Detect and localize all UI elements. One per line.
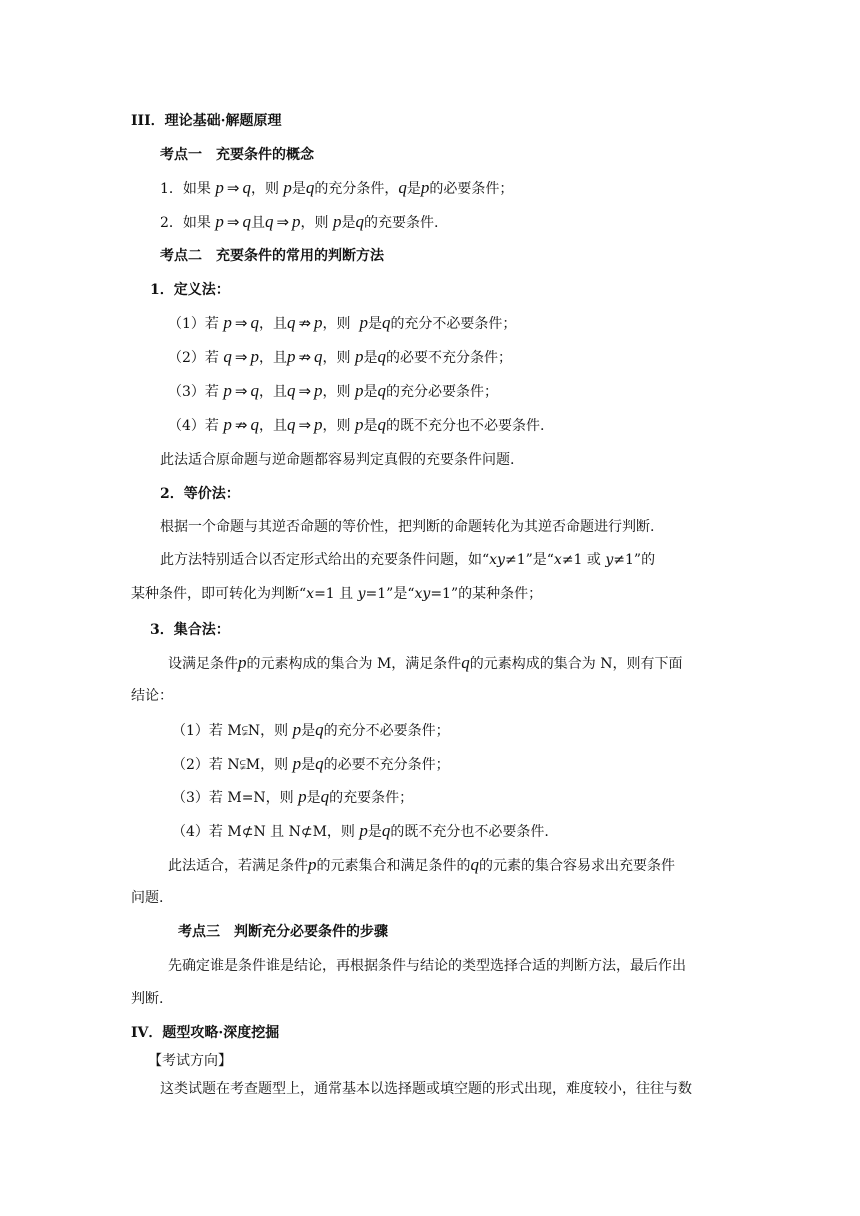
implies-symbol: ⇒ — [234, 348, 248, 366]
method-1-title: 1．定义法： — [150, 282, 230, 298]
m2-para-3 — [131, 584, 542, 604]
section-title-4: IV．题型攻略·深度挖掘 — [131, 1025, 280, 1041]
m1-case-2 — [168, 347, 512, 368]
var: q — [381, 313, 391, 332]
subset-symbol: ⫋ — [241, 723, 248, 739]
text: 的必要不充分条件； — [385, 350, 512, 366]
text: 的充分必要条件； — [385, 384, 498, 400]
var: q — [320, 787, 330, 806]
text: M，则 — [312, 824, 355, 840]
var: p — [314, 313, 323, 332]
not-implies-symbol: ⇏ — [234, 416, 248, 434]
var: p — [238, 653, 247, 672]
var-q: q — [242, 178, 251, 197]
text: 此方法特别适合以否定形式给出的充要条件问题，如“ — [160, 552, 490, 568]
var: q — [377, 381, 386, 400]
m2-para-2 — [160, 550, 655, 570]
text: ≠1”的 — [613, 552, 656, 568]
var: y — [605, 552, 614, 568]
m1-case-3 — [168, 381, 498, 402]
var: y — [357, 586, 366, 602]
m3-case-2 — [172, 754, 450, 775]
var: p — [292, 754, 302, 773]
implies-symbol: ⇒ — [298, 382, 312, 400]
text: （2）若 N — [172, 757, 240, 773]
implies-symbol: ⇒ — [234, 382, 248, 400]
var: q — [314, 347, 323, 366]
text: ，则 — [322, 384, 351, 400]
var: p — [354, 381, 364, 400]
var: p — [223, 415, 232, 434]
m3-note-1 — [168, 855, 675, 876]
var: q — [315, 720, 324, 739]
text: （3）若 — [168, 384, 219, 400]
implies-symbol: ⇒ — [276, 213, 290, 231]
text: 此法适合，若满足条件 — [168, 858, 308, 874]
var: p — [359, 821, 368, 840]
m2-para-1: 根据一个命题与其逆否命题的等价性，把判断的命题转化为其逆否命题进行判断. — [160, 519, 655, 535]
k1-line-1 — [160, 178, 513, 199]
var-p: p — [420, 178, 430, 197]
text: ，则 — [322, 350, 351, 366]
var: q — [461, 653, 470, 672]
var: xy — [414, 586, 431, 602]
text: 某种条件，即可转化为判断“ — [131, 586, 307, 602]
implies-symbol: ⇒ — [226, 179, 240, 197]
kaodian-1-heading: 考点一 充要条件的概念 — [160, 147, 314, 163]
text: 是 — [367, 316, 382, 332]
text: 1．如果 — [160, 181, 211, 197]
text: =1 且 — [314, 586, 358, 602]
text: 是 — [363, 418, 378, 434]
var-p: p — [332, 212, 342, 231]
method-3-title: 3．集合法： — [150, 622, 230, 638]
var: q — [223, 347, 232, 366]
implies-symbol: ⇒ — [234, 314, 248, 332]
m1-case-4 — [168, 415, 544, 436]
text: （1）若 — [168, 316, 219, 332]
text: ，且 — [258, 350, 287, 366]
text: ，且 — [258, 384, 287, 400]
subset-symbol: ⫋ — [239, 757, 246, 773]
var: q — [250, 381, 259, 400]
var: p — [223, 313, 232, 332]
var: p — [298, 787, 307, 806]
var: q — [286, 313, 296, 332]
var: q — [381, 821, 391, 840]
var: q — [377, 415, 386, 434]
text: ≠1”是“ — [504, 552, 554, 568]
text: 设满足条件 — [168, 656, 238, 672]
m1-note: 此法适合原命题与逆命题都容易判定真假的充要条件问题. — [160, 452, 515, 468]
var: q — [315, 754, 324, 773]
var: q — [470, 855, 479, 874]
text: （3）若 M=N，则 — [172, 790, 294, 806]
var: p — [286, 347, 296, 366]
var: p — [250, 347, 259, 366]
var: q — [250, 415, 259, 434]
text: 是 — [367, 824, 382, 840]
m3-case-3 — [172, 787, 413, 808]
var: p — [354, 347, 364, 366]
text: ，且 — [258, 418, 287, 434]
text: 是 — [363, 350, 378, 366]
text: 是 — [363, 384, 378, 400]
var: q — [286, 415, 296, 434]
var-p: p — [215, 178, 224, 197]
var: xy — [489, 552, 505, 568]
text: 的既不充分也不必要条件. — [385, 418, 545, 434]
text: 是 — [406, 181, 421, 197]
var-q: q — [242, 212, 251, 231]
text: 的元素的集合容易求出充要条件 — [479, 858, 675, 874]
kaodian-2-heading: 考点二 充要条件的常用的判断方法 — [160, 248, 384, 264]
var-p: p — [215, 212, 224, 231]
m3-case-1 — [172, 720, 450, 741]
text: （4）若 — [168, 418, 219, 434]
k1-line-2 — [160, 212, 438, 233]
text: 且 — [250, 215, 265, 231]
var-p: p — [283, 178, 292, 197]
text: =1”的某种条件； — [430, 586, 543, 602]
text: 的必要条件； — [429, 181, 514, 197]
text: 的元素集合和满足条件的 — [316, 858, 471, 874]
text: ，则 — [300, 215, 329, 231]
m3-para-1 — [168, 653, 683, 674]
text: ，且 — [258, 316, 287, 332]
text: 的充分条件， — [314, 181, 399, 197]
text: N，则 — [247, 723, 289, 739]
var-q: q — [398, 178, 407, 197]
text: 的必要不充分条件； — [323, 757, 450, 773]
implies-symbol: ⇒ — [298, 416, 312, 434]
section-title-3: III．理论基础·解题原理 — [131, 113, 282, 129]
var: p — [292, 720, 302, 739]
implies-symbol: ⇒ — [226, 213, 240, 231]
text: =1”是“ — [365, 586, 415, 602]
var: p — [314, 381, 323, 400]
not-implies-symbol: ⇏ — [298, 348, 312, 366]
text: 的充分不必要条件； — [390, 316, 517, 332]
text: 的既不充分也不必要条件. — [390, 824, 549, 840]
exam-direction-label: 【考试方向】 — [148, 1053, 232, 1069]
not-subset-symbol: ⊄ — [300, 824, 313, 840]
text: N 且 N — [253, 824, 301, 840]
text: （1）若 M — [172, 723, 242, 739]
var-q: q — [264, 212, 274, 231]
text: 2．如果 — [160, 215, 211, 231]
text: 的元素构成的集合为 M，满足条件 — [246, 656, 462, 672]
var-q: q — [305, 178, 315, 197]
text: 是 — [341, 215, 356, 231]
var: q — [250, 313, 259, 332]
not-implies-symbol: ⇏ — [298, 314, 312, 332]
var: p — [314, 415, 323, 434]
m3-case-4 — [172, 821, 549, 842]
var: p — [359, 313, 368, 332]
text: 的充要条件. — [363, 215, 439, 231]
text: ，则 — [322, 316, 351, 332]
var: x — [306, 586, 315, 602]
kaodian-3-heading: 考点三 判断充分必要条件的步骤 — [178, 924, 388, 940]
text: 是 — [291, 181, 306, 197]
s4-para-1: 这类试题在考查题型上，通常基本以选择题或填空题的形式出现，难度较小，往往与数 — [160, 1081, 692, 1097]
var: p — [223, 381, 232, 400]
k3-para-2: 判断. — [131, 991, 164, 1007]
text: 的充要条件； — [329, 790, 414, 806]
text: 的元素构成的集合为 N，则有下面 — [469, 656, 683, 672]
text: ≠1 或 — [561, 552, 606, 568]
var: q — [377, 347, 386, 366]
var-p: p — [292, 212, 301, 231]
m3-note-2: 问题. — [131, 890, 164, 906]
method-2-title: 2．等价法： — [160, 486, 240, 502]
var-q: q — [355, 212, 364, 231]
text: 是 — [306, 790, 321, 806]
not-subset-symbol: ⊄ — [241, 824, 254, 840]
text: ，则 — [322, 418, 351, 434]
k3-para-1: 先确定谁是条件谁是结论，再根据条件与结论的类型选择合适的判断方法，最后作出 — [168, 958, 686, 974]
text: 是 — [301, 723, 316, 739]
var: x — [553, 552, 562, 568]
text: 的充分不必要条件； — [323, 723, 450, 739]
var: q — [286, 381, 296, 400]
text: （2）若 — [168, 350, 219, 366]
text: ，则 — [250, 181, 279, 197]
text: 是 — [301, 757, 316, 773]
var: p — [308, 855, 317, 874]
text: （4）若 M — [172, 824, 242, 840]
m1-case-1 — [168, 313, 516, 334]
text: M，则 — [245, 757, 289, 773]
m3-para-2: 结论： — [131, 688, 173, 704]
var: p — [354, 415, 364, 434]
